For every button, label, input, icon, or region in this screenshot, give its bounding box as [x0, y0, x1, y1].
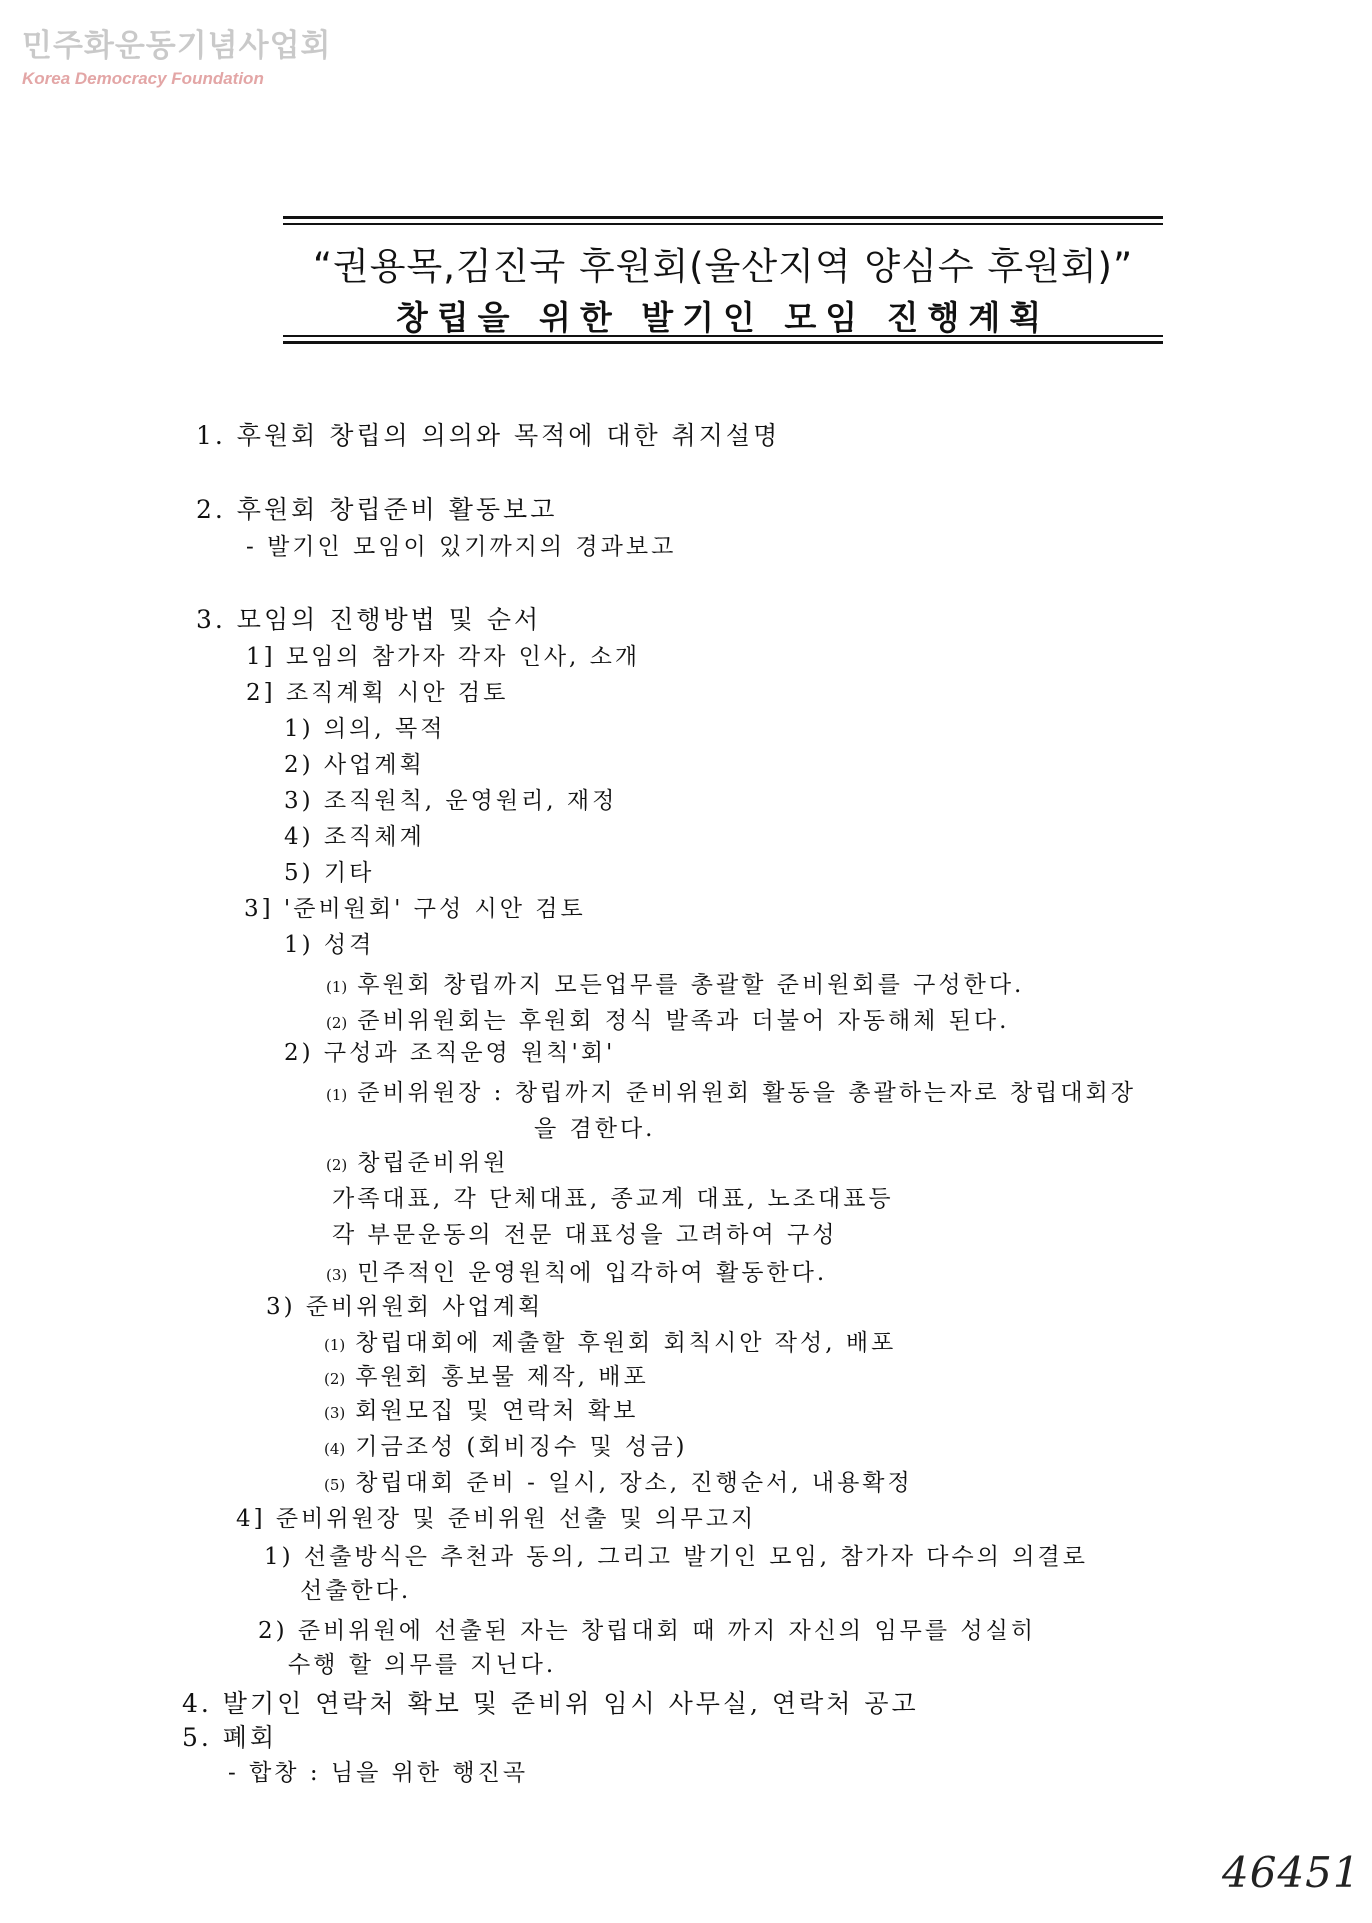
page-number: 46451: [1222, 1848, 1361, 1897]
list-item: 2) 준비위원에 선출된 자는 창립대회 때 까지 자신의 임무를 성실히: [258, 1618, 1037, 1644]
watermark-korean: 민주화운동기념사업회: [22, 28, 332, 64]
list-item: 4) 조직체계: [284, 824, 425, 850]
list-item: 3) 조직원칙, 운영원리, 재정: [284, 788, 618, 814]
section-1: 1. 후원회 창립의 의의와 목적에 대한 취지설명: [196, 421, 781, 450]
list-item: (2) 후원회 홍보물 제작, 배포: [324, 1364, 649, 1390]
section-2-detail: - 발기인 모임이 있기까지의 경과보고: [246, 534, 677, 560]
list-item: (1) 후원회 창립까지 모든업무를 총괄할 준비원회를 구성한다.: [326, 972, 1025, 998]
title-top-rule: [283, 216, 1163, 225]
document-subtitle: 창립을 위한 발기인 모임 진행계획: [395, 298, 1051, 337]
watermark-english: Korea Democracy Foundation: [22, 69, 264, 88]
list-item: 3) 준비위원회 사업계획: [266, 1294, 544, 1320]
section-3-item-2: 2] 조직계획 시안 검토: [246, 680, 509, 706]
section-3: 3. 모임의 진행방법 및 순서: [196, 605, 542, 634]
section-5-detail: - 합창 : 님을 위한 행진곡: [228, 1760, 529, 1786]
list-item: (2) 준비위원회는 후원회 정식 발족과 더불어 자동해체 된다.: [326, 1008, 1010, 1034]
list-item: (4) 기금조성 (회비징수 및 성금): [324, 1434, 688, 1460]
list-item: 2) 사업계획: [284, 752, 425, 778]
list-item: 1) 의의, 목적: [284, 716, 446, 742]
section-5: 5. 폐회: [182, 1723, 278, 1752]
list-item-continuation: 선출한다.: [300, 1578, 412, 1604]
list-item: (3) 민주적인 운영원칙에 입각하여 활동한다.: [326, 1260, 828, 1286]
list-item: 5) 기타: [284, 860, 375, 886]
watermark-logo: [22, 20, 331, 89]
section-3-item-3: 3] '준비원회' 구성 시안 검토: [244, 896, 586, 922]
list-item: (2) 창립준비위원: [326, 1150, 509, 1176]
list-item-continuation: 각 부문운동의 전문 대표성을 고려하여 구성: [332, 1222, 838, 1248]
list-item: 1) 선출방식은 추천과 동의, 그리고 발기인 모임, 참가자 다수의 의결로: [264, 1544, 1088, 1570]
list-item-continuation: 가족대표, 각 단체대표, 종교계 대표, 노조대표등: [332, 1186, 894, 1212]
document-title: “권용목,김진국 후원회(울산지역 양심수 후원회)”: [312, 245, 1134, 288]
list-item-continuation: 을 겸한다.: [534, 1116, 656, 1142]
list-item: (1) 창립대회에 제출할 후원회 회칙시안 작성, 배포: [324, 1330, 897, 1356]
section-3-item-4: 4] 준비위원장 및 준비위원 선출 및 의무고지: [236, 1506, 757, 1532]
section-4: 4. 발기인 연락처 확보 및 준비위 임시 사무실, 연락처 공고: [182, 1689, 919, 1718]
title-bottom-rule: [283, 335, 1163, 344]
list-item: (5) 창립대회 준비 - 일시, 장소, 진행순서, 내용확정: [324, 1470, 913, 1496]
section-3-item-1: 1] 모임의 참가자 각자 인사, 소개: [246, 644, 641, 670]
list-item-continuation: 수행 할 의무를 지닌다.: [288, 1652, 557, 1678]
list-item: 2) 구성과 조직운영 원칙'회': [284, 1040, 616, 1066]
list-item: (3) 회원모집 및 연락처 확보: [324, 1398, 639, 1424]
list-item: 1) 성격: [284, 932, 375, 958]
list-item: (1) 준비위원장 : 창립까지 준비위원회 활동을 총괄하는자로 창립대회장: [326, 1080, 1136, 1106]
section-2: 2. 후원회 창립준비 활동보고: [196, 495, 558, 524]
